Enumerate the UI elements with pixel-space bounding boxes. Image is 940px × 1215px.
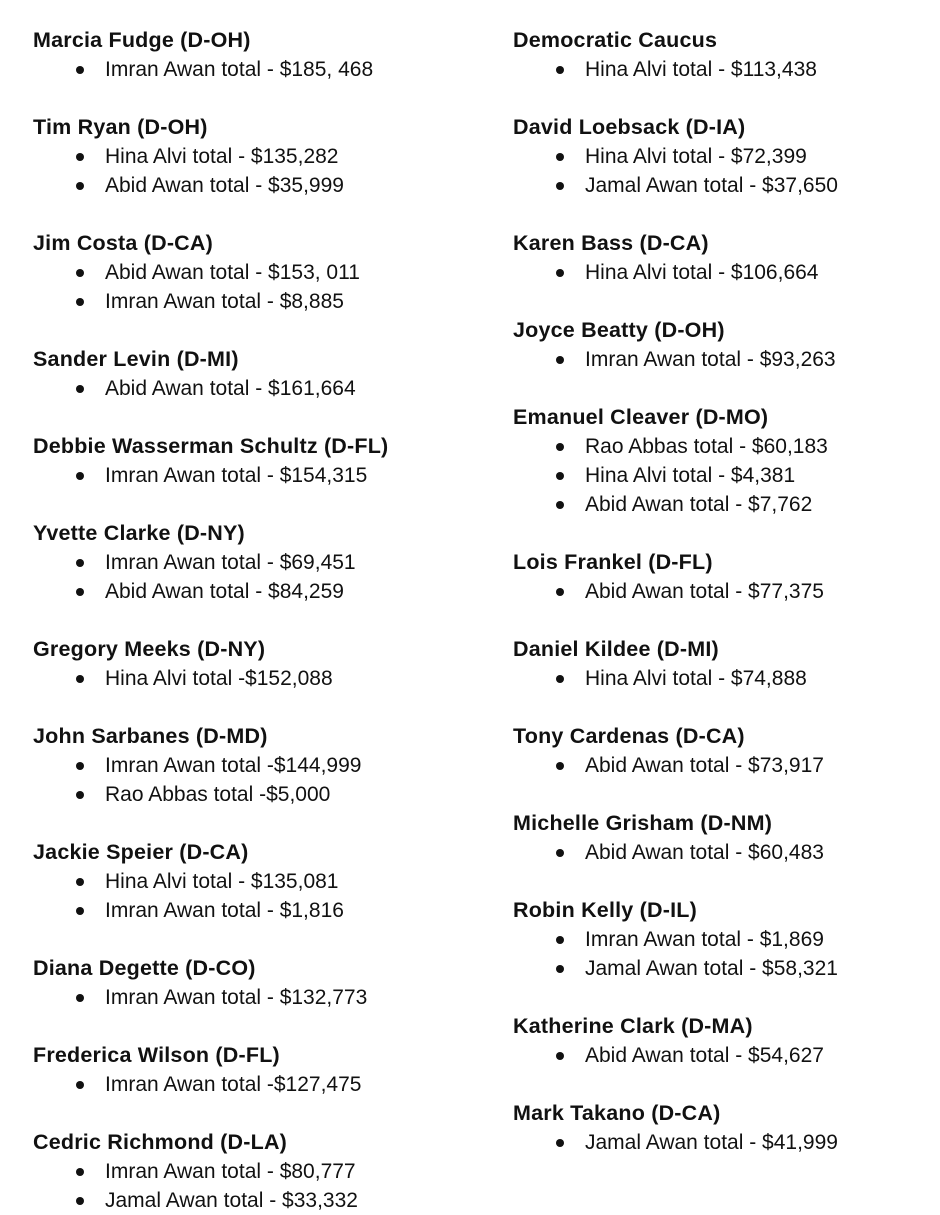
payment-list-item — [513, 838, 940, 867]
bullet-icon — [76, 791, 84, 799]
payment-list — [33, 142, 473, 200]
payment-list-item — [513, 751, 940, 780]
payment-list — [513, 55, 940, 84]
bullet-icon — [556, 269, 564, 277]
bullet-icon — [556, 675, 564, 683]
member-entry — [33, 345, 473, 403]
member-name-heading: Lois Frankel (D-FL) — [513, 550, 713, 574]
payment-list — [33, 374, 473, 403]
payment-text: Rao Abbas total - $60,183 — [585, 435, 828, 458]
member-name-heading: Tony Cardenas (D-CA) — [513, 724, 745, 748]
payment-text: Hina Alvi total - $106,664 — [585, 261, 819, 284]
member-entry — [33, 432, 473, 490]
payment-list-item — [33, 780, 473, 809]
member-entry — [33, 954, 473, 1012]
payment-list — [513, 345, 940, 374]
payment-list — [33, 751, 473, 809]
payment-list-item — [33, 896, 473, 925]
bullet-icon — [76, 182, 84, 190]
payment-list — [33, 548, 473, 606]
member-entry — [513, 316, 940, 374]
payment-text: Abid Awan total - $84,259 — [105, 580, 344, 603]
member-entry — [513, 229, 940, 287]
member-name-heading: Joyce Beatty (D-OH) — [513, 318, 725, 342]
member-entry — [33, 722, 473, 809]
member-entry — [513, 896, 940, 983]
member-name-heading: Katherine Clark (D-MA) — [513, 1014, 753, 1038]
member-name-heading: Jackie Speier (D-CA) — [33, 840, 249, 864]
payment-list — [513, 1128, 940, 1157]
payment-list-item — [33, 577, 473, 606]
member-entry — [33, 26, 473, 84]
payment-text: Jamal Awan total - $58,321 — [585, 957, 838, 980]
bullet-icon — [556, 472, 564, 480]
payment-text: Imran Awan total - $1,816 — [105, 899, 344, 922]
bullet-icon — [556, 936, 564, 944]
bullet-icon — [76, 66, 84, 74]
member-entry — [33, 1041, 473, 1099]
payment-list — [33, 983, 473, 1012]
payment-list-item — [513, 577, 940, 606]
payment-list-item — [513, 954, 940, 983]
payment-text: Imran Awan total - $80,777 — [105, 1160, 356, 1183]
payment-text: Imran Awan total -$144,999 — [105, 754, 362, 777]
member-name-heading: Debbie Wasserman Schultz (D-FL) — [33, 434, 389, 458]
bullet-icon — [76, 559, 84, 567]
bullet-icon — [76, 994, 84, 1002]
member-entry — [513, 26, 940, 84]
payment-list-item — [33, 664, 473, 693]
payment-text: Abid Awan total - $60,483 — [585, 841, 824, 864]
payment-list-item — [513, 1128, 940, 1157]
bullet-icon — [556, 356, 564, 364]
payment-list-item — [33, 1157, 473, 1186]
bullet-icon — [76, 153, 84, 161]
payment-text: Imran Awan total - $1,869 — [585, 928, 824, 951]
bullet-icon — [76, 269, 84, 277]
member-name-heading: Marcia Fudge (D-OH) — [33, 28, 251, 52]
payment-list-item — [33, 548, 473, 577]
payment-list-item — [513, 925, 940, 954]
bullet-icon — [76, 1081, 84, 1089]
payment-list-item — [33, 171, 473, 200]
payment-text: Abid Awan total - $77,375 — [585, 580, 824, 603]
payment-text: Abid Awan total - $7,762 — [585, 493, 813, 516]
member-name-heading: Democratic Caucus — [513, 28, 718, 52]
payment-list — [513, 925, 940, 983]
payment-text: Imran Awan total -$127,475 — [105, 1073, 362, 1096]
payment-list-item — [33, 867, 473, 896]
payment-text: Hina Alvi total - $4,381 — [585, 464, 796, 487]
bullet-icon — [556, 965, 564, 973]
bullet-icon — [76, 588, 84, 596]
payment-list — [513, 664, 940, 693]
bullet-icon — [76, 907, 84, 915]
payment-list-item — [33, 983, 473, 1012]
payment-text: Imran Awan total - $154,315 — [105, 464, 368, 487]
payment-list-item — [33, 461, 473, 490]
payment-text: Hina Alvi total - $74,888 — [585, 667, 807, 690]
column-right — [513, 26, 940, 1200]
member-name-heading: Michelle Grisham (D-NM) — [513, 811, 773, 835]
payment-list-item — [513, 1041, 940, 1070]
member-name-heading: Frederica Wilson (D-FL) — [33, 1043, 280, 1067]
bullet-icon — [556, 762, 564, 770]
payment-list-item — [33, 1070, 473, 1099]
payment-list-item — [33, 55, 473, 84]
payment-list — [513, 751, 940, 780]
payment-list-item — [513, 258, 940, 287]
payment-text: Hina Alvi total - $72,399 — [585, 145, 807, 168]
payment-text: Jamal Awan total - $33,332 — [105, 1189, 358, 1212]
payment-list-item — [513, 664, 940, 693]
payment-text: Imran Awan total - $69,451 — [105, 551, 356, 574]
payment-list-item — [33, 142, 473, 171]
member-entry — [33, 635, 473, 693]
member-entry — [513, 1012, 940, 1070]
bullet-icon — [76, 298, 84, 306]
payment-list — [33, 258, 473, 316]
payment-list — [513, 1041, 940, 1070]
payment-text: Imran Awan total - $132,773 — [105, 986, 368, 1009]
bullet-icon — [76, 762, 84, 770]
payment-text: Rao Abbas total -$5,000 — [105, 783, 331, 806]
bullet-icon — [76, 1197, 84, 1205]
payment-list — [33, 55, 473, 84]
member-name-heading: Robin Kelly (D-IL) — [513, 898, 697, 922]
member-name-heading: Diana Degette (D-CO) — [33, 956, 256, 980]
payment-text: Hina Alvi total -$152,088 — [105, 667, 333, 690]
member-name-heading: Jim Costa (D-CA) — [33, 231, 213, 255]
member-entry — [513, 635, 940, 693]
payment-list — [513, 432, 940, 519]
member-entry — [513, 809, 940, 867]
payment-list-item — [513, 345, 940, 374]
bullet-icon — [556, 1052, 564, 1060]
payment-text: Abid Awan total - $35,999 — [105, 174, 344, 197]
bullet-icon — [76, 878, 84, 886]
payment-text: Imran Awan total - $185, 468 — [105, 58, 374, 81]
payment-list-item — [513, 171, 940, 200]
bullet-icon — [556, 1139, 564, 1147]
member-entry — [33, 519, 473, 606]
member-name-heading: John Sarbanes (D-MD) — [33, 724, 268, 748]
bullet-icon — [76, 472, 84, 480]
member-name-heading: Karen Bass (D-CA) — [513, 231, 709, 255]
bullet-icon — [556, 501, 564, 509]
bullet-icon — [556, 588, 564, 596]
payment-list — [33, 1157, 473, 1215]
payment-list — [33, 867, 473, 925]
payment-text: Hina Alvi total - $135,282 — [105, 145, 339, 168]
member-entry — [513, 403, 940, 519]
payment-text: Imran Awan total - $93,263 — [585, 348, 836, 371]
payment-text: Jamal Awan total - $41,999 — [585, 1131, 838, 1154]
member-entry — [33, 838, 473, 925]
bullet-icon — [556, 182, 564, 190]
payment-text: Hina Alvi total - $135,081 — [105, 870, 339, 893]
payment-list-item — [513, 432, 940, 461]
bullet-icon — [556, 153, 564, 161]
member-entry — [513, 548, 940, 606]
payment-list-item — [513, 490, 940, 519]
payment-list — [33, 461, 473, 490]
payment-list-item — [513, 142, 940, 171]
payment-list — [513, 838, 940, 867]
payment-text: Imran Awan total - $8,885 — [105, 290, 344, 313]
bullet-icon — [76, 385, 84, 393]
payment-list — [33, 664, 473, 693]
bullet-icon — [76, 1168, 84, 1176]
member-name-heading: Yvette Clarke (D-NY) — [33, 521, 245, 545]
member-name-heading: Gregory Meeks (D-NY) — [33, 637, 266, 661]
member-name-heading: Daniel Kildee (D-MI) — [513, 637, 719, 661]
bullet-icon — [556, 66, 564, 74]
payment-text: Hina Alvi total - $113,438 — [585, 58, 817, 81]
member-name-heading: Tim Ryan (D-OH) — [33, 115, 208, 139]
payment-text: Abid Awan total - $153, 011 — [105, 261, 360, 284]
member-entry — [513, 113, 940, 200]
payment-text: Abid Awan total - $54,627 — [585, 1044, 824, 1067]
payment-list-item — [33, 374, 473, 403]
member-name-heading: Sander Levin (D-MI) — [33, 347, 239, 371]
payment-list — [33, 1070, 473, 1099]
payment-list — [513, 142, 940, 200]
member-entry — [33, 1128, 473, 1215]
payment-list-item — [33, 1186, 473, 1215]
payment-list-item — [33, 258, 473, 287]
bullet-icon — [556, 849, 564, 857]
payment-list-item — [513, 55, 940, 84]
payment-list-item — [33, 751, 473, 780]
member-entry — [513, 1099, 940, 1157]
member-name-heading: Emanuel Cleaver (D-MO) — [513, 405, 769, 429]
payment-list-item — [513, 461, 940, 490]
bullet-icon — [556, 443, 564, 451]
member-name-heading: David Loebsack (D-IA) — [513, 115, 746, 139]
member-entry — [513, 722, 940, 780]
bullet-icon — [76, 675, 84, 683]
payment-list — [513, 258, 940, 287]
payment-text: Abid Awan total - $161,664 — [105, 377, 356, 400]
member-name-heading: Mark Takano (D-CA) — [513, 1101, 721, 1125]
column-left — [33, 26, 473, 1212]
member-entry — [33, 229, 473, 316]
payment-list-item — [33, 287, 473, 316]
payment-text: Abid Awan total - $73,917 — [585, 754, 824, 777]
payment-list — [513, 577, 940, 606]
member-name-heading: Cedric Richmond (D-LA) — [33, 1130, 288, 1154]
payment-text: Jamal Awan total - $37,650 — [585, 174, 838, 197]
member-entry — [33, 113, 473, 200]
